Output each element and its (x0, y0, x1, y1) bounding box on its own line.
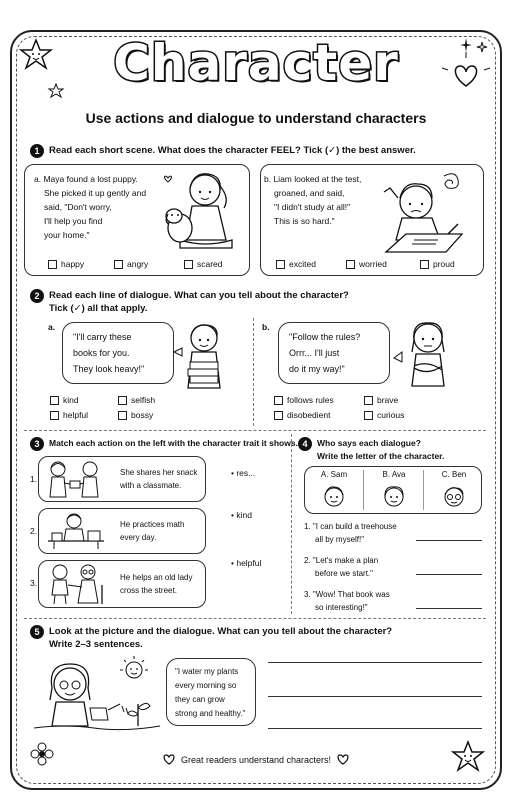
q2a-speech-bubble (62, 322, 174, 384)
q4-answer-line[interactable] (416, 574, 482, 575)
q1b-scene-line: b. Liam looked at the test, (264, 174, 362, 184)
q1a-scene-line: your home." (44, 230, 90, 240)
q1b-scene-line: groaned, and said, (274, 188, 345, 198)
q4-answer-line[interactable] (416, 540, 482, 541)
q3-action-text: cross the street. (120, 586, 177, 595)
q2b-dialogue-line: "Follow the rules? (289, 332, 361, 342)
section-divider (24, 430, 486, 431)
q5-dialogue-line: "I water my plants (175, 667, 239, 676)
q4-item: 1. "I can build a treehouse all by myself!" (304, 522, 397, 544)
q4-character-label: A. Sam (320, 470, 348, 479)
q2-number: 2 (30, 289, 44, 303)
q4-instruction-sub: Write the letter of the character. (317, 451, 445, 461)
q3-action-number: 2. (30, 526, 38, 536)
q3-action-text: every day. (120, 533, 157, 542)
q2b-option-brave[interactable]: brave (364, 395, 398, 405)
q1b-option-worried[interactable]: worried (346, 259, 387, 269)
q1b-scene-line: "I didn't study at all!" (274, 202, 351, 212)
q2b-dialogue-line: do it my way!" (289, 364, 345, 374)
q4-character-label: B. Ava (382, 470, 406, 479)
q1b-scene-line: This is so hard." (274, 216, 335, 226)
girl-with-puppy-illustration (160, 168, 240, 258)
q5-number: 5 (30, 625, 44, 639)
q4-item: 2. "Let's make a plan before we start." (304, 556, 379, 578)
q2a-label: a. (48, 322, 56, 332)
q3-heading (30, 437, 300, 451)
q5-dialogue-line: strong and healthy." (175, 709, 246, 718)
sam-face-illustration (322, 484, 346, 508)
q1b-option-excited[interactable]: excited (276, 259, 316, 269)
girl-arms-crossed-illustration (402, 318, 452, 388)
q5-writing-line[interactable] (268, 662, 482, 663)
q1a-scene-line: said, "Don't worry, (44, 202, 112, 212)
q2b-option-follows-rules[interactable]: follows rules (274, 395, 334, 405)
q4-instruction: Who says each dialogue? (317, 438, 421, 448)
page-title: Character (113, 34, 399, 92)
q3-instruction: Match each action on the left with the character trait it shows. (49, 438, 298, 448)
q3-q4-divider (291, 434, 292, 614)
q2a-option-helpful[interactable]: helpful (50, 410, 88, 420)
q1-number: 1 (30, 144, 44, 158)
q4-item: 3. "Wow! That book was so interesting!" (304, 590, 390, 612)
q5-writing-line[interactable] (268, 696, 482, 697)
q2a-option-selfish[interactable]: selfish (118, 395, 155, 405)
q3-trait-item[interactable]: • helpful (231, 558, 262, 568)
q5-speech-bubble (166, 658, 256, 726)
q3-action-text: with a classmate. (120, 481, 182, 490)
q5-dialogue-line: they can grow (175, 695, 225, 704)
q1a-option-happy[interactable]: happy (48, 259, 84, 269)
q1a-scene-line: I'll help you find (44, 216, 103, 226)
q4-number: 4 (298, 437, 312, 451)
worried-boy-test-illustration (376, 168, 466, 258)
q3-action-number: 1. (30, 474, 38, 484)
q2b-option-curious[interactable]: curious (364, 410, 404, 420)
q1a-option-angry[interactable]: angry (114, 259, 148, 269)
boy-practicing-math-illustration (44, 511, 108, 551)
q1-heading (30, 144, 490, 158)
q2a-option-kind[interactable]: kind (50, 395, 79, 405)
q4-answer-line[interactable] (416, 608, 482, 609)
q3-trait-item[interactable]: • res... (231, 468, 256, 478)
q2-instruction-sub: Tick (✓) all that apply. (49, 303, 148, 314)
q3-number: 3 (30, 437, 44, 451)
q4-character-label: C. Ben (441, 470, 467, 479)
q2-divider (253, 318, 254, 426)
heart-icon (337, 754, 349, 765)
footer-text: Great readers understand characters! (180, 754, 332, 765)
q3-trait-item[interactable]: • kind (231, 510, 252, 520)
ben-face-illustration (442, 484, 466, 508)
q1a-option-scared[interactable]: scared (184, 259, 223, 269)
q3-action-text: He helps an old lady (120, 573, 193, 582)
boy-carrying-books-illustration (178, 322, 228, 392)
q2a-option-bossy[interactable]: bossy (118, 410, 153, 420)
kids-sharing-snack-illustration (44, 459, 108, 499)
page-subtitle: Use actions and dialogue to understand characters (85, 110, 427, 126)
q5-writing-line[interactable] (268, 728, 482, 729)
q3-action-text: She shares her snack (120, 468, 198, 477)
section-divider (24, 618, 486, 619)
q3-action-number: 3. (30, 578, 38, 588)
q5-instruction: Look at the picture and the dialogue. What can you tell about the character? (49, 626, 393, 637)
q1a-scene-line: a. Maya found a lost puppy. (34, 174, 138, 184)
q5-heading (30, 625, 490, 651)
q2b-label: b. (262, 322, 270, 332)
q1b-option-proud[interactable]: proud (420, 259, 455, 269)
footer (0, 754, 512, 765)
girl-watering-plants-illustration (34, 654, 164, 734)
q2-instruction: Read each line of dialogue. What can you tell about the character? (49, 290, 349, 301)
boy-helping-old-lady-illustration (44, 563, 108, 605)
q4-heading (298, 437, 488, 463)
ava-face-illustration (382, 484, 406, 508)
q2a-dialogue-line: books for you. (73, 348, 130, 358)
q2b-speech-bubble (278, 322, 390, 384)
q2b-option-disobedient[interactable]: disobedient (274, 410, 330, 420)
q2-heading (30, 289, 490, 315)
q1-instruction: Read each short scene. What does the character FEEL? Tick (✓) the best answer. (49, 145, 416, 156)
q2b-dialogue-line: Orrr... I'll just (289, 348, 340, 358)
q3-action-text: He practices math (120, 520, 185, 529)
q2a-dialogue-line: They look heavy!" (73, 364, 145, 374)
q5-dialogue-line: every morning so (175, 681, 237, 690)
heart-icon (163, 754, 175, 765)
q2a-dialogue-line: "I'll carry these (73, 332, 132, 342)
q1a-scene-line: She picked it up gently and (44, 188, 147, 198)
q5-instruction-sub: Write 2–3 sentences. (49, 639, 143, 650)
